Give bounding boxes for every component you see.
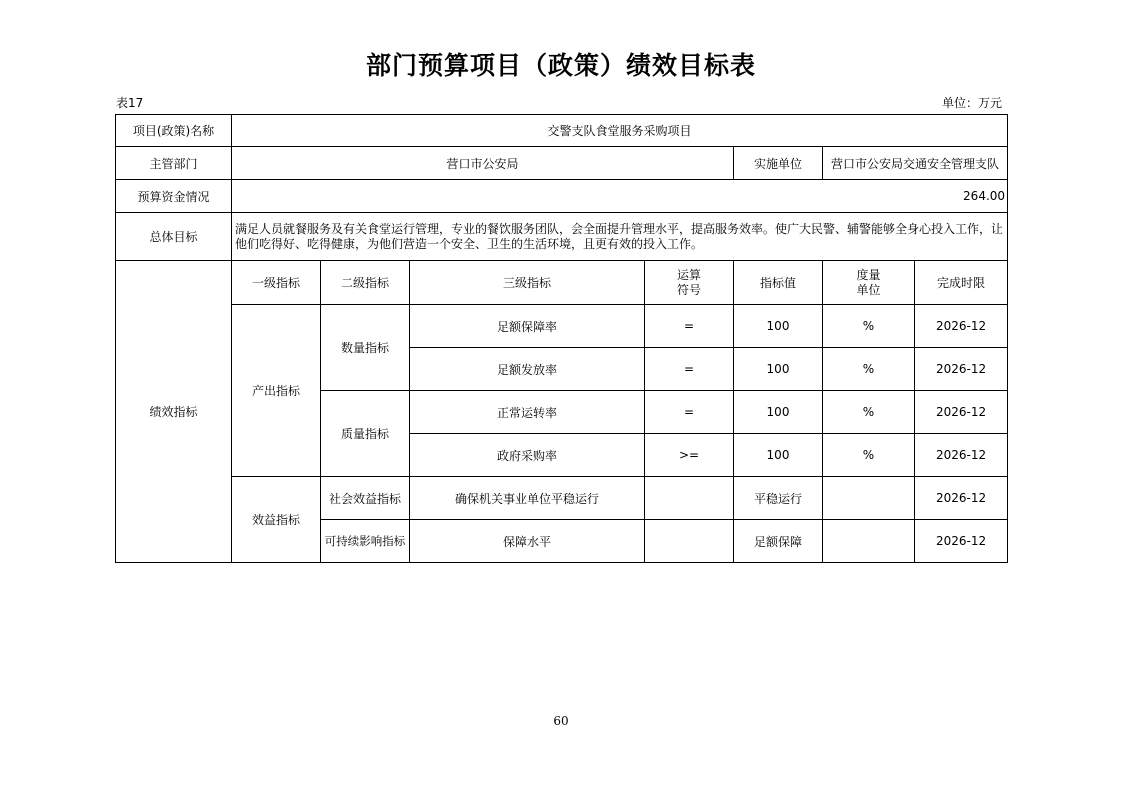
header-level1: 一级指标 [232, 261, 321, 305]
level3-cell: 确保机关事业单位平稳运行 [410, 477, 645, 520]
dept-value: 营口市公安局 [232, 147, 734, 180]
budget-value: 264.00 [232, 180, 1008, 213]
header-level2: 二级指标 [321, 261, 410, 305]
level3-cell: 足额发放率 [410, 348, 645, 391]
level2-quality: 质量指标 [321, 391, 410, 477]
budget-label: 预算资金情况 [116, 180, 232, 213]
page-number: 60 [553, 714, 569, 728]
deadline-cell: 2026-12 [915, 305, 1008, 348]
level3-cell: 正常运转率 [410, 391, 645, 434]
deadline-cell: 2026-12 [915, 391, 1008, 434]
table-row [116, 305, 1008, 348]
operator-cell: >= [645, 434, 734, 477]
project-name-label: 项目(政策)名称 [116, 115, 232, 147]
measure-cell [823, 477, 915, 520]
operator-cell [645, 477, 734, 520]
level1-output: 产出指标 [232, 305, 321, 477]
value-cell: 平稳运行 [734, 477, 823, 520]
measure-cell: % [823, 305, 915, 348]
value-cell: 100 [734, 434, 823, 477]
header-measure-unit: 度量 单位 [823, 261, 915, 305]
impl-unit-label: 实施单位 [734, 147, 823, 180]
level3-cell: 足额保障率 [410, 305, 645, 348]
dept-label: 主管部门 [116, 147, 232, 180]
goal-value: 满足人员就餐服务及有关食堂运行管理，专业的餐饮服务团队，会全面提升管理水平，提高服务效率。使广大民警、辅警能够全身心投入工作，让他们吃得好、吃得健康，为他们营造一个安全、卫生的生活环境，且更有效的投入工作。 [232, 213, 1008, 261]
performance-target-table [115, 114, 1008, 563]
deadline-cell: 2026-12 [915, 348, 1008, 391]
deadline-cell: 2026-12 [915, 434, 1008, 477]
header-operator: 运算 符号 [645, 261, 734, 305]
header-level3: 三级指标 [410, 261, 645, 305]
level3-cell: 保障水平 [410, 520, 645, 563]
value-cell: 100 [734, 348, 823, 391]
impl-unit-value: 营口市公安局交通安全管理支队 [823, 147, 1008, 180]
perf-indicator-label: 绩效指标 [116, 261, 232, 563]
table-row [116, 477, 1008, 520]
level2-cell: 社会效益指标 [321, 477, 410, 520]
level2-cell: 可持续影响指标 [321, 520, 410, 563]
measure-cell: % [823, 348, 915, 391]
unit-label: 单位：万元 [941, 96, 1002, 110]
value-cell: 100 [734, 391, 823, 434]
operator-cell: = [645, 305, 734, 348]
operator-cell [645, 520, 734, 563]
deadline-cell: 2026-12 [915, 477, 1008, 520]
measure-cell: % [823, 434, 915, 477]
project-name-value: 交警支队食堂服务采购项目 [232, 115, 1008, 147]
header-value: 指标值 [734, 261, 823, 305]
level2-quantity: 数量指标 [321, 305, 410, 391]
operator-cell: = [645, 348, 734, 391]
measure-cell: % [823, 391, 915, 434]
page-title: 部门预算项目（政策）绩效目标表 [365, 51, 756, 80]
level1-benefit: 效益指标 [232, 477, 321, 563]
value-cell: 100 [734, 305, 823, 348]
deadline-cell: 2026-12 [915, 520, 1008, 563]
level3-cell: 政府采购率 [410, 434, 645, 477]
operator-cell: = [645, 391, 734, 434]
value-cell: 足额保障 [734, 520, 823, 563]
header-deadline: 完成时限 [915, 261, 1008, 305]
table-number: 表17 [116, 96, 144, 110]
measure-cell [823, 520, 915, 563]
goal-label: 总体目标 [116, 213, 232, 261]
